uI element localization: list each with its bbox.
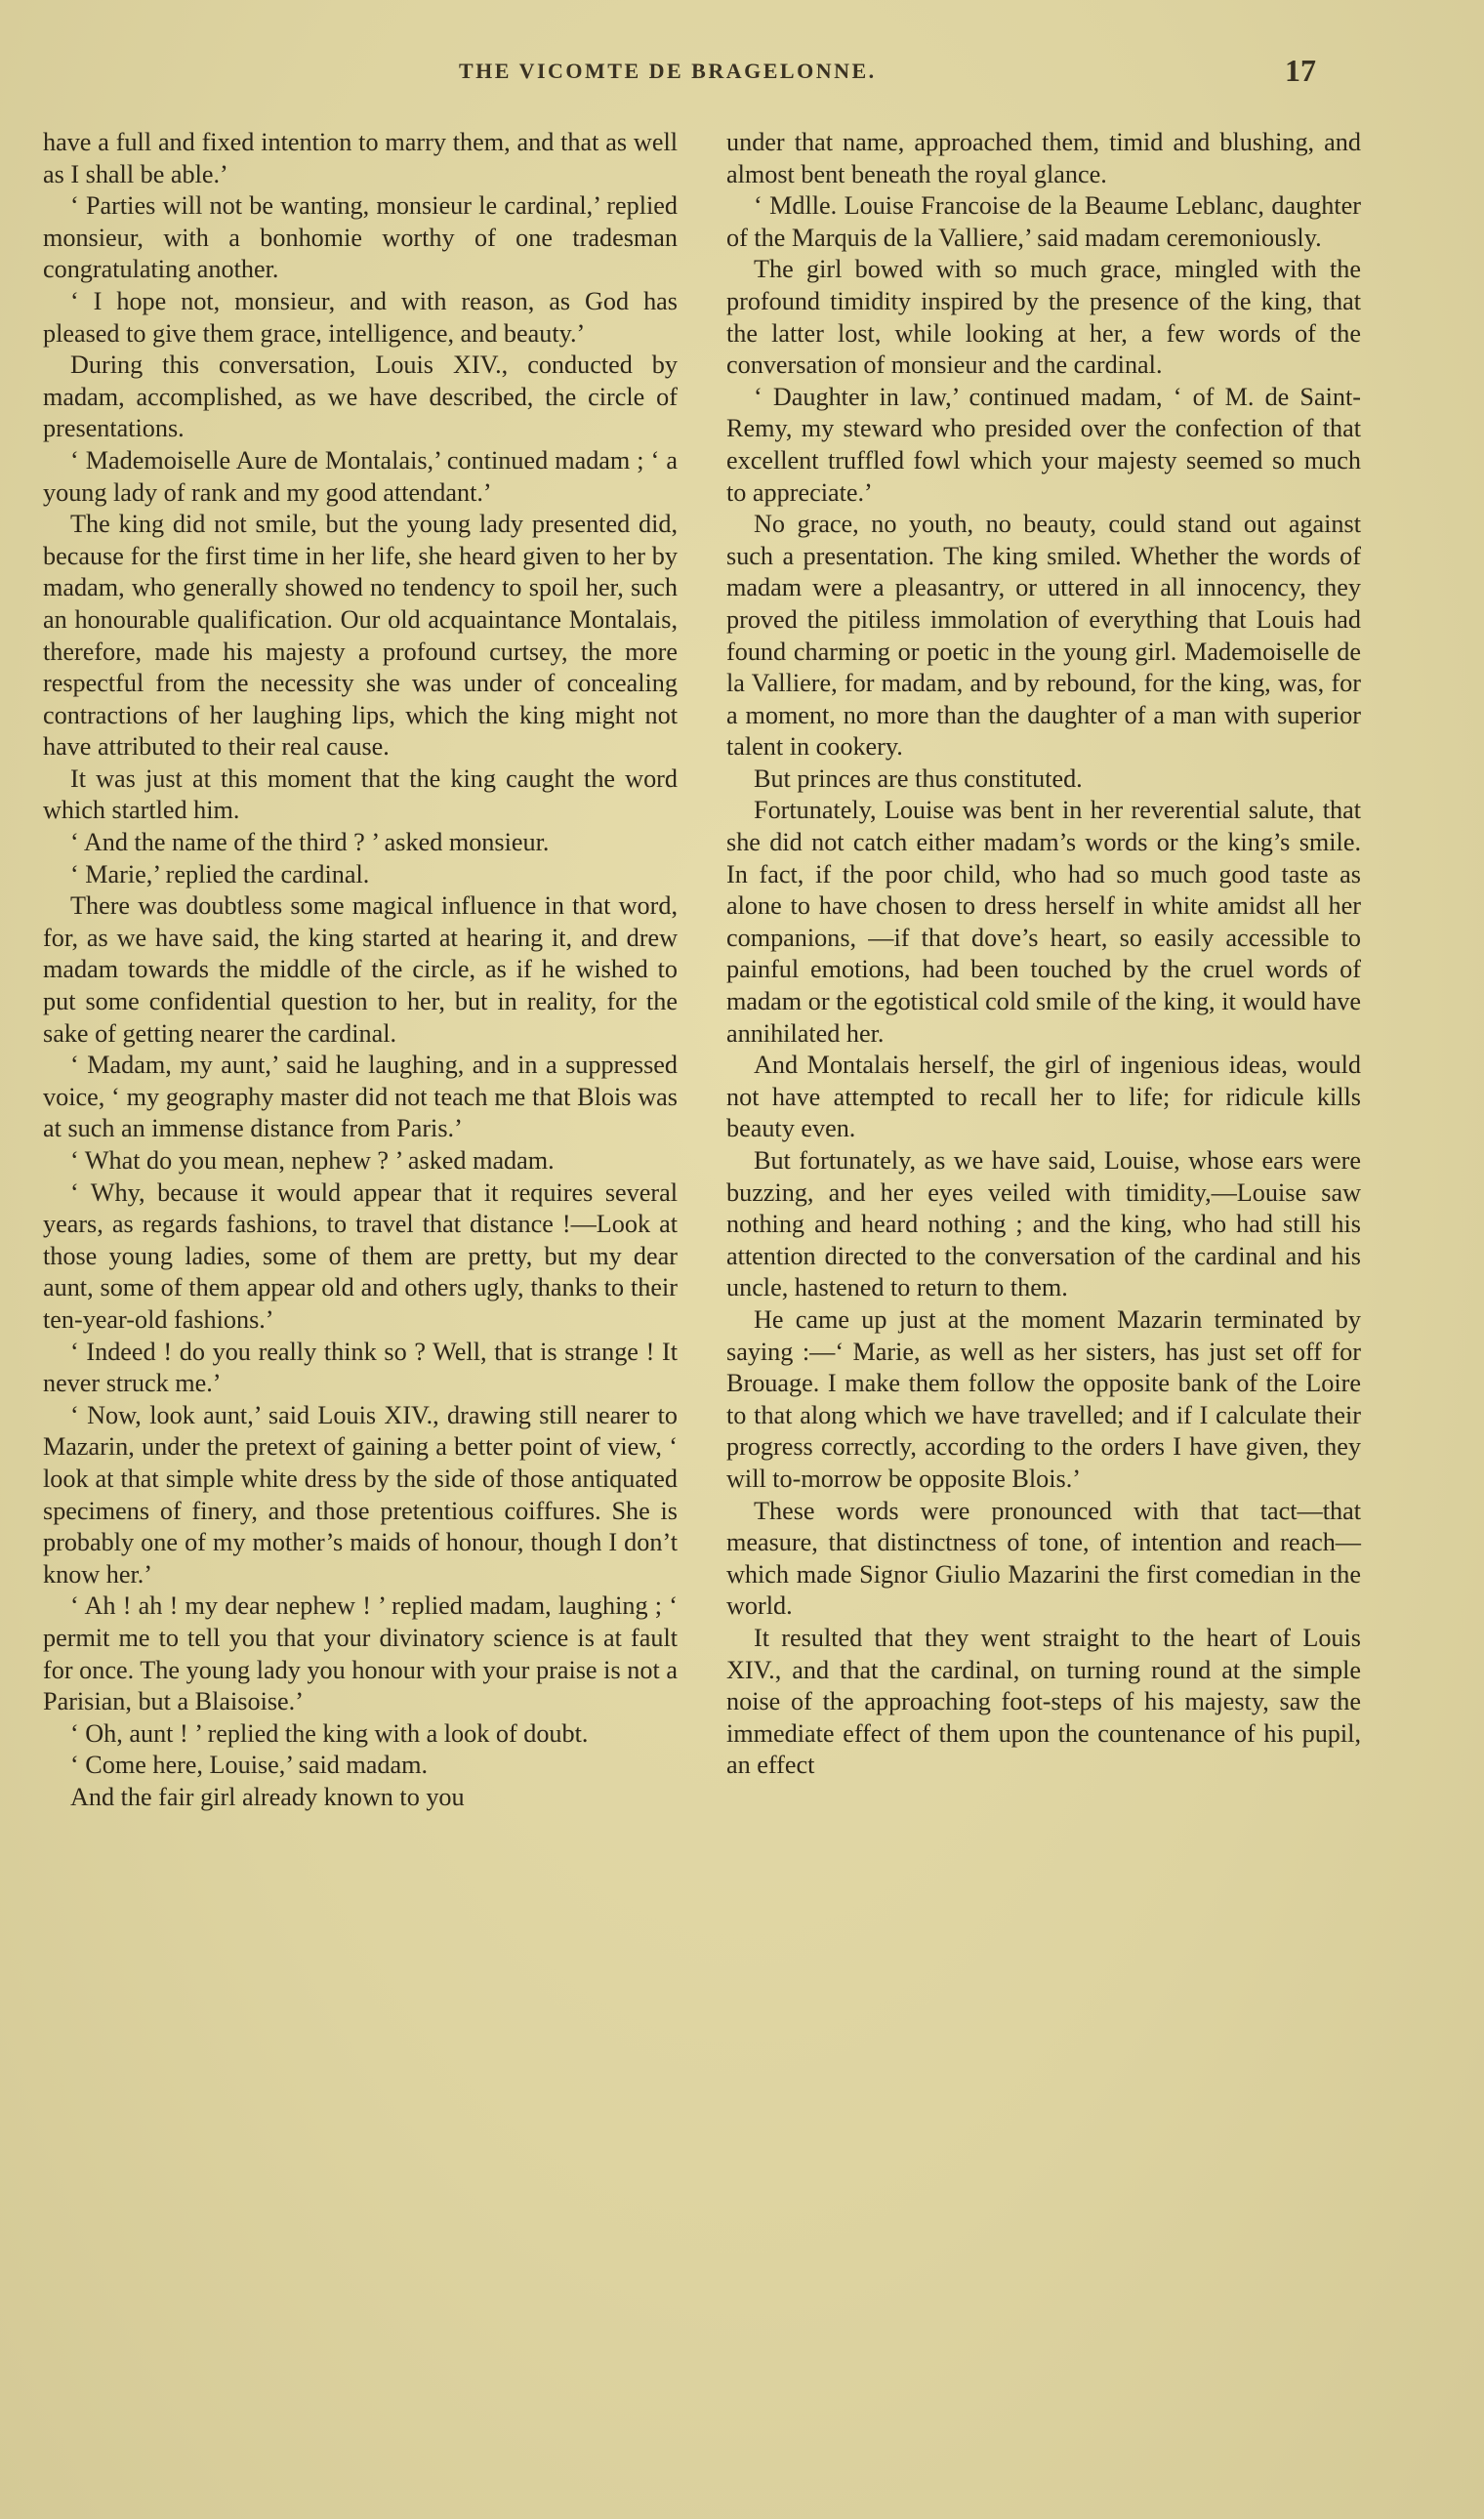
paragraph: No grace, no youth, no beauty, could stand out against such a presentation. The king smiled. Whether the words of madam were a pleasantry, or uttered in all innocency, they proved the pitiless immolation of everything that Louis had found charming or poetic in the young girl. Mademoiselle de la Valliere, for madam, and by rebound, for the king, was, for a moment, no more than the daughter of a man with superior talent in cookery. (726, 510, 1361, 762)
paragraph: ‘ And the name of the third ? ’ asked monsieur. (70, 828, 550, 857)
paragraph: Fortunately, Louise was bent in her reverential salute, that she did not catch either madam’s words or the king’s smile. In fact, if the poor child, who had so much good taste as alone to have chosen to dress herself in white amidst all her companions, —if that dove’s heart, so easily accessible to painful emotions, had been touched by the cruel words of madam or the egotistical cold smile of the king, it would have annihilated her. (726, 796, 1361, 1048)
paragraph: But fortunately, as we have said, Louise, whose ears were buzzing, and her eyes veiled with timidity,—Louise saw nothing and heard nothing ; and the king, who had still his attention directed to the conversation of the cardinal and his uncle, hastened to return to them. (726, 1146, 1361, 1302)
paragraph: ‘ Mdlle. Louise Francoise de la Beaume Leblanc, daughter of the Marquis de la Valliere,’ said madam ceremoniously. (726, 191, 1361, 252)
paragraph: There was doubtless some magical influence in that word, for, as we have said, the king started at hearing it, and drew madam towards the middle of the circle, as if he wished to put some confidential question to her, but in reality, for the sake of getting nearer the cardinal. (43, 891, 678, 1048)
paragraph: ‘ Mademoiselle Aure de Montalais,’ continued madam ; ‘ a young lady of rank and my good attendant.’ (43, 445, 678, 507)
paragraph: The king did not smile, but the young lady presented did, because for the first time in her life, she heard given to her by madam, who generally showed no tendency to spoil her, such an honourable qualification. Our old acquaintance Montalais, therefore, made his majesty a profound curtsey, the more respectful from the necessity she was under of concealing contractions of her laughing lips, which the king might not have attributed to their real cause. (43, 510, 678, 762)
running-title: THE VICOMTE DE BRAGELONNE. (459, 59, 877, 83)
paragraph: And Montalais herself, the girl of ingenious ideas, would not have attempted to recall her to life; for ridicule kills beauty even. (726, 1051, 1361, 1143)
right-column (726, 127, 1361, 1782)
paragraph: And the fair girl already known to you (70, 1782, 465, 1811)
paragraph: ‘ Ah ! ah ! my dear nephew ! ’ replied madam, laughing ; ‘ permit me to tell you that your divinatory science is at fault for once. The young lady you honour with your praise is not a Parisian, but a Blaisoise.’ (43, 1591, 678, 1716)
paragraph: The girl bowed with so much grace, mingled with the profound timidity inspired by the presence of the king, that the latter lost, while looking at her, a few words of the conversation of monsieur and the cardinal. (726, 255, 1361, 380)
paragraph: ‘ Oh, aunt ! ’ replied the king with a look of doubt. (70, 1718, 589, 1748)
paragraph: During this conversation, Louis XIV., conducted by madam, accomplished, as we have described, the circle of presentations. (43, 351, 678, 443)
paragraph: ‘ Indeed ! do you really think so ? Well, that is strange ! It never struck me.’ (43, 1337, 678, 1398)
left-column (43, 127, 678, 1813)
paragraph: ‘ I hope not, monsieur, and with reason, as God has pleased to give them grace, intelligence, and beauty.’ (43, 286, 678, 348)
paragraph: ‘ Now, look aunt,’ said Louis XIV., drawing still nearer to Mazarin, under the pretext of gaining a better point of view, ‘ look at that simple white dress by the side of those antiquated specimens of finery, and those pretentious coiffures. She is probably one of my mother’s maids of honour, though I don’t know her.’ (43, 1400, 678, 1589)
paragraph: have a full and fixed intention to marry them, and that as well as I shall be able.’ (43, 128, 678, 188)
paragraph: ‘ Madam, my aunt,’ said he laughing, and in a suppressed voice, ‘ my geography master did not teach me that Blois was at such an immense distance from Paris.’ (43, 1051, 678, 1143)
page-number: 17 (1285, 53, 1316, 88)
paragraph: ‘ Marie,’ replied the cardinal. (70, 859, 370, 888)
paragraph: It was just at this moment that the king caught the word which startled him. (43, 764, 678, 825)
paragraph: ‘ Parties will not be wanting, monsieur le cardinal,’ replied monsieur, with a bonhomie worthy of one tradesman congratulating another. (43, 191, 678, 284)
paragraph: ‘ Come here, Louise,’ said madam. (70, 1751, 429, 1780)
paragraph: ‘ Daughter in law,’ continued madam, ‘ of M. de Saint-Remy, my steward who presided over the confection of that excellent truffled fowl which your majesty seemed so much to appreciate.’ (726, 382, 1361, 507)
paragraph: These words were pronounced with that tact—that measure, that distinctness of tone, of intention and reach—which made Signor Giulio Mazarini the first comedian in the world. (726, 1496, 1361, 1621)
page-header (0, 53, 1484, 92)
paragraph: He came up just at the moment Mazarin terminated by saying :—‘ Marie, as well as her sisters, has just set off for Brouage. I make them follow the opposite bank of the Loire to that along which we have travelled; and if I calculate their progress correctly, according to the orders I have given, they will to-morrow be opposite Blois.’ (726, 1304, 1361, 1493)
paragraph: under that name, approached them, timid and blushing, and almost bent beneath the royal glance. (726, 128, 1361, 188)
paragraph: ‘ Why, because it would appear that it requires several years, as regards fashions, to travel that distance !—Look at those young ladies, some of them are pretty, but my dear aunt, some of them appear old and others ugly, thanks to their ten-year-old fashions.’ (43, 1177, 678, 1334)
paragraph: But princes are thus constituted. (754, 764, 1083, 793)
paragraph: ‘ What do you mean, nephew ? ’ asked madam. (70, 1146, 555, 1175)
paragraph: It resulted that they went straight to the heart of Louis XIV., and that the cardinal, on turning round at the simple noise of the approaching foot-steps of his majesty, saw the immediate effect of them upon the countenance of his pupil, an effect (726, 1623, 1361, 1780)
